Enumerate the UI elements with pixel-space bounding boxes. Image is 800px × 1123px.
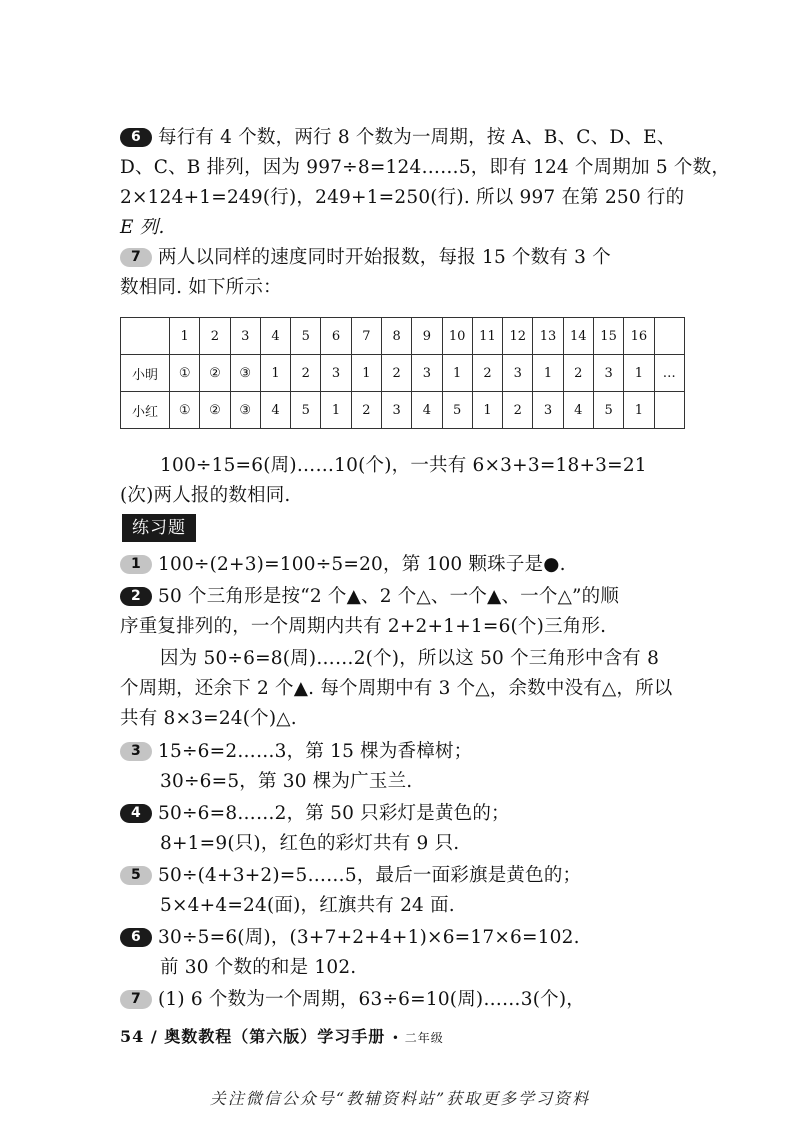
answer-7-line-2: 数相同. 如下所示：: [120, 277, 282, 298]
table-cell: 4: [260, 392, 290, 429]
exercise-3-line-2: 30÷6=5，第 30 棵为广玉兰.: [160, 771, 413, 792]
table-cell: 1: [260, 355, 290, 392]
exercise-2-line-1: 2 50 个三角形是按“2 个▲、2 个△、一个▲、一个△”的顺: [120, 582, 690, 612]
table-cell: 2: [200, 318, 230, 355]
answer-6-line-3: 2×124+1=249(行)，249+1=250(行). 所以 997 在第 250 行的: [120, 187, 685, 208]
table-cell: 5: [291, 318, 321, 355]
table-cell: 3: [412, 355, 442, 392]
exercise-5-line-1: 5 50÷(4+3+2)=5……5，最后一面彩旗是黄色的；: [120, 861, 690, 891]
summary-line-1: 100÷15=6(周)……10(个)，一共有 6×3+3=18+3=21: [160, 455, 647, 476]
answer-6-badge: 6: [120, 128, 152, 147]
table-cell: 16: [624, 318, 654, 355]
table-cell: 5: [593, 392, 623, 429]
table-cell: 11: [472, 318, 502, 355]
exercise-2-line-4: 个周期，还余下 2 个▲. 每个周期中有 3 个△，余数中没有△，所以: [120, 678, 673, 699]
table-cell: 13: [533, 318, 563, 355]
answer-6-line-1: 6 每行有 4 个数，两行 8 个数为一周期，按 A、B、C、D、E、: [120, 123, 690, 153]
answer-7-badge: 7: [120, 248, 152, 267]
exercise-2-line-5: 共有 8×3=24(个)△.: [120, 708, 297, 729]
table-cell: 1: [442, 355, 472, 392]
table-cell: 1: [351, 355, 381, 392]
table-cell: 9: [412, 318, 442, 355]
table-cell: 2: [503, 392, 533, 429]
table-cell: 8: [381, 318, 411, 355]
table-cell: [121, 318, 170, 355]
exercise-3-badge: 3: [120, 742, 152, 761]
table-cell: 7: [351, 318, 381, 355]
exercise-1-badge: 1: [120, 555, 152, 574]
table-cell: 12: [503, 318, 533, 355]
grade-label: • 二年级: [391, 1031, 444, 1045]
table-cell: 14: [563, 318, 593, 355]
exercise-4-badge: 4: [120, 804, 152, 823]
table-cell: 4: [260, 318, 290, 355]
summary-line-2: (次)两人报的数相同.: [120, 485, 291, 506]
exercise-7-line-1: 7 (1) 6 个数为一个周期，63÷6=10(周)……3(个)，: [120, 985, 690, 1015]
table-cell: 2: [563, 355, 593, 392]
table-cell: 1: [624, 392, 654, 429]
exercise-6-badge: 6: [120, 928, 152, 947]
table-cell: ③: [230, 392, 260, 429]
table-cell: 4: [563, 392, 593, 429]
page-number: 54: [120, 1027, 145, 1046]
exercise-3-line-1: 3 15÷6=2……3，第 15 棵为香樟树；: [120, 737, 690, 767]
table-row: [121, 392, 685, 429]
table-cell: 1: [472, 392, 502, 429]
page-footer: [120, 1024, 444, 1047]
table-cell: 2: [351, 392, 381, 429]
table-cell: [654, 318, 685, 355]
answer-7-line-1: 7 两人以同样的速度同时开始报数，每报 15 个数有 3 个: [120, 243, 690, 273]
table-cell: 1: [321, 392, 351, 429]
table-cell: ②: [200, 355, 230, 392]
table-cell: 5: [442, 392, 472, 429]
table-cell: ③: [230, 355, 260, 392]
book-title: / 奥数教程（第六版）学习手册: [150, 1027, 386, 1046]
table-cell: 3: [503, 355, 533, 392]
table-cell: …: [654, 355, 685, 392]
exercise-1-line: 1 100÷(2+3)=100÷5=20，第 100 颗珠子是●.: [120, 550, 690, 580]
table-cell: 1: [170, 318, 200, 355]
exercises-heading: 练习题: [122, 514, 196, 542]
exercise-4-line-2: 8+1=9(只)，红色的彩灯共有 9 只.: [160, 833, 460, 854]
exercise-5-badge: 5: [120, 866, 152, 885]
table-cell: 1: [533, 355, 563, 392]
table-cell: 5: [291, 392, 321, 429]
table-cell: 4: [412, 392, 442, 429]
table-cell: 小明: [121, 355, 170, 392]
counting-table: [120, 317, 685, 429]
answer-6-line-2: D、C、B 排列，因为 997÷8=124……5，即有 124 个周期加 5 个数，: [120, 157, 731, 178]
table-cell: 15: [593, 318, 623, 355]
table-cell: 1: [624, 355, 654, 392]
watermark-text: 关注微信公众号“教辅资料站”获取更多学习资料: [209, 1089, 591, 1108]
exercise-6-line-2: 前 30 个数的和是 102.: [160, 957, 357, 978]
answer-6-line-4: E 列.: [120, 217, 165, 238]
table-cell: 3: [593, 355, 623, 392]
table-cell: 2: [291, 355, 321, 392]
table-cell: [654, 392, 685, 429]
exercise-2-badge: 2: [120, 587, 152, 606]
table-cell: 小红: [121, 392, 170, 429]
table-row: [121, 355, 685, 392]
table-cell: 3: [381, 392, 411, 429]
table-cell: 3: [533, 392, 563, 429]
table-cell: 3: [321, 355, 351, 392]
exercise-6-line-1: 6 30÷5=6(周)，(3+7+2+4+1)×6=17×6=102.: [120, 923, 690, 953]
exercise-2-line-2: 序重复排列的，一个周期内共有 2+2+1+1=6(个)三角形.: [120, 616, 607, 637]
exercise-5-line-2: 5×4+4=24(面)，红旗共有 24 面.: [160, 895, 455, 916]
table-cell: 10: [442, 318, 472, 355]
exercise-7-badge: 7: [120, 990, 152, 1009]
table-cell: ②: [200, 392, 230, 429]
table-cell: 6: [321, 318, 351, 355]
table-cell: ①: [170, 355, 200, 392]
table-header-row: [121, 318, 685, 355]
table-cell: 3: [230, 318, 260, 355]
exercise-2-line-3: 因为 50÷6=8(周)……2(个)，所以这 50 个三角形中含有 8: [160, 648, 660, 669]
table-cell: 2: [381, 355, 411, 392]
table-cell: 2: [472, 355, 502, 392]
exercise-4-line-1: 4 50÷6=8……2，第 50 只彩灯是黄色的；: [120, 799, 690, 829]
table-cell: ①: [170, 392, 200, 429]
